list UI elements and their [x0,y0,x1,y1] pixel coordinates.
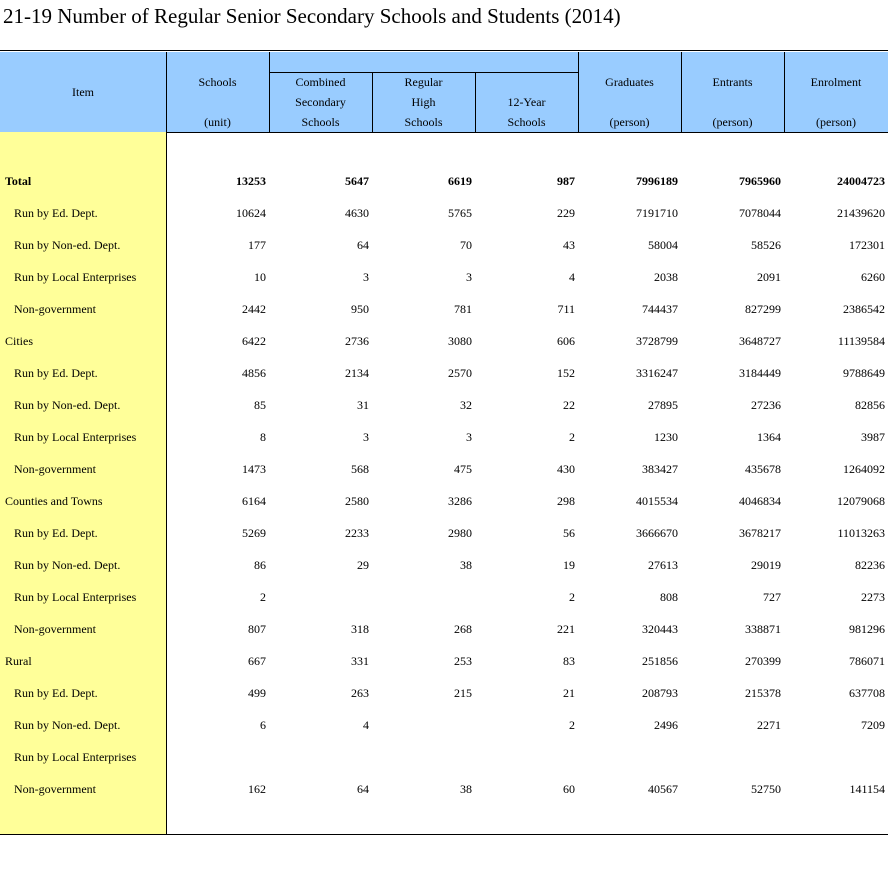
header-schools-unit: (unit) [204,115,231,129]
cell-regular: 3080 [448,334,472,348]
table-row [0,389,888,421]
row-label: Run by Local Enterprises [14,270,137,284]
table-row [0,485,888,517]
cell-twelve-year: 2 [569,590,575,604]
table-row [0,613,888,645]
table-row [0,581,888,613]
cell-schools: 177 [248,238,266,252]
cell-graduates: 3666670 [636,526,678,540]
cell-twelve-year: 2 [569,718,575,732]
cell-combined: 263 [351,686,369,700]
cell-graduates: 40567 [648,782,678,796]
bottom-rule [0,834,888,835]
row-label: Run by Local Enterprises [14,590,137,604]
cell-regular: 38 [460,782,472,796]
cell-combined: 31 [357,398,369,412]
cell-schools: 667 [248,654,266,668]
cell-graduates: 2038 [654,270,678,284]
row-label: Total [5,174,32,188]
cell-twelve-year: 221 [557,622,575,636]
header-divider [784,52,785,132]
cell-combined: 4630 [345,206,369,220]
header-divider [681,52,682,132]
row-label: Run by Ed. Dept. [14,686,98,700]
row-label: Run by Non-ed. Dept. [14,238,121,252]
cell-graduates: 383427 [642,462,678,476]
cell-enrolment: 1264092 [843,462,885,476]
cell-combined: 568 [351,462,369,476]
header-item: Item [72,85,94,99]
cell-schools: 2442 [242,302,266,316]
cell-graduates: 27613 [648,558,678,572]
cell-graduates: 320443 [642,622,678,636]
cell-graduates: 4015534 [636,494,678,508]
cell-regular: 475 [454,462,472,476]
cell-graduates: 251856 [642,654,678,668]
cell-combined: 2134 [345,366,369,380]
header-entrants: Entrants [712,75,753,89]
cell-combined: 331 [351,654,369,668]
row-label: Run by Ed. Dept. [14,366,98,380]
header-regular-1: Regular [404,75,443,89]
cell-regular: 781 [454,302,472,316]
cell-twelve-year: 22 [563,398,575,412]
cell-twelve-year: 60 [563,782,575,796]
cell-enrolment: 3987 [861,430,885,444]
cell-schools: 6164 [242,494,266,508]
cell-schools: 85 [254,398,266,412]
cell-enrolment: 2273 [861,590,885,604]
cell-entrants: 2091 [757,270,781,284]
cell-enrolment: 2386542 [843,302,885,316]
row-label: Non-government [14,462,96,476]
cell-enrolment: 82236 [855,558,885,572]
cell-enrolment: 637708 [849,686,885,700]
table-row [0,421,888,453]
header-divider [578,52,579,132]
cell-entrants: 827299 [745,302,781,316]
header-combined-3: Schools [301,115,340,129]
cell-graduates: 744437 [642,302,678,316]
row-label: Non-government [14,622,96,636]
cell-twelve-year: 2 [569,430,575,444]
cell-enrolment: 172301 [849,238,885,252]
table-row [0,517,888,549]
cell-regular: 32 [460,398,472,412]
table-row [0,741,888,773]
cell-twelve-year: 229 [557,206,575,220]
cell-entrants: 29019 [751,558,781,572]
header-divider [166,52,167,132]
cell-entrants: 338871 [745,622,781,636]
cell-enrolment: 11013263 [837,526,885,540]
cell-regular: 6619 [448,174,472,188]
cell-enrolment: 11139584 [837,334,885,348]
page-title: 21-19 Number of Regular Senior Secondary Schools and Students (2014) [3,4,621,28]
cell-combined: 950 [351,302,369,316]
cell-entrants: 270399 [745,654,781,668]
header-graduates-unit: (person) [609,115,650,129]
cell-combined: 64 [357,782,369,796]
cell-entrants: 7078044 [739,206,781,220]
cell-entrants: 52750 [751,782,781,796]
header-regular-3: Schools [404,115,443,129]
cell-graduates: 1230 [654,430,678,444]
cell-schools: 2 [260,590,266,604]
cell-schools: 10 [254,270,266,284]
cell-entrants: 1364 [757,430,781,444]
cell-entrants: 435678 [745,462,781,476]
cell-graduates: 7191710 [636,206,678,220]
header-divider [475,72,476,132]
cell-twelve-year: 298 [557,494,575,508]
header-combined-2: Secondary [295,95,346,109]
cell-graduates: 3316247 [636,366,678,380]
cell-regular: 268 [454,622,472,636]
table-row [0,261,888,293]
row-label: Run by Local Enterprises [14,750,137,764]
cell-entrants: 3678217 [739,526,781,540]
header-schools: Schools [198,75,237,89]
row-label: Non-government [14,302,96,316]
table-row [0,549,888,581]
cell-entrants: 2271 [757,718,781,732]
cell-graduates: 208793 [642,686,678,700]
cell-combined: 2736 [345,334,369,348]
cell-twelve-year: 21 [563,686,575,700]
table-row [0,357,888,389]
header-divider [372,72,373,132]
header-twelve-2: Schools [507,115,546,129]
cell-entrants: 727 [763,590,781,604]
cell-graduates: 58004 [648,238,678,252]
table-row [0,453,888,485]
cell-enrolment: 21439620 [837,206,885,220]
cell-twelve-year: 430 [557,462,575,476]
cell-schools: 13253 [236,174,266,188]
cell-entrants: 58526 [751,238,781,252]
table-row [0,677,888,709]
cell-entrants: 7965960 [739,174,781,188]
row-label: Run by Non-ed. Dept. [14,718,121,732]
cell-combined: 2580 [345,494,369,508]
cell-twelve-year: 987 [557,174,575,188]
cell-twelve-year: 83 [563,654,575,668]
cell-regular: 3286 [448,494,472,508]
cell-regular: 3 [466,270,472,284]
cell-combined: 5647 [345,174,369,188]
cell-graduates: 27895 [648,398,678,412]
cell-enrolment: 141154 [849,782,885,796]
cell-combined: 3 [363,430,369,444]
cell-graduates: 808 [660,590,678,604]
row-label: Cities [5,334,34,348]
row-label: Counties and Towns [5,494,103,508]
cell-schools: 10624 [236,206,266,220]
cell-combined: 2233 [345,526,369,540]
cell-combined: 4 [363,718,369,732]
cell-schools: 1473 [242,462,266,476]
header-combined-1: Combined [295,75,346,89]
cell-regular: 38 [460,558,472,572]
cell-graduates: 7996189 [636,174,678,188]
cell-enrolment: 9788649 [843,366,885,380]
cell-entrants: 3184449 [739,366,781,380]
header-regular-2: High [411,95,436,109]
cell-enrolment: 24004723 [837,174,885,188]
cell-schools: 499 [248,686,266,700]
cell-twelve-year: 711 [557,302,575,316]
cell-regular: 215 [454,686,472,700]
cell-schools: 5269 [242,526,266,540]
header-enrolment: Enrolment [810,75,862,89]
header-entrants-unit: (person) [712,115,753,129]
header-enrolment-unit: (person) [816,115,856,129]
table-row [0,773,888,805]
cell-enrolment: 981296 [849,622,885,636]
cell-regular: 2980 [448,526,472,540]
table-header [0,52,888,132]
cell-regular: 3 [466,430,472,444]
table-row [0,709,888,741]
cell-regular: 253 [454,654,472,668]
header-divider [269,52,270,132]
cell-entrants: 215378 [745,686,781,700]
cell-entrants: 3648727 [739,334,781,348]
header-graduates: Graduates [605,75,654,89]
cell-graduates: 3728799 [636,334,678,348]
cell-enrolment: 12079068 [837,494,885,508]
cell-schools: 4856 [242,366,266,380]
table-row [0,229,888,261]
cell-enrolment: 6260 [861,270,885,284]
cell-enrolment: 7209 [861,718,885,732]
cell-schools: 807 [248,622,266,636]
row-label: Run by Ed. Dept. [14,526,98,540]
cell-combined: 29 [357,558,369,572]
cell-twelve-year: 4 [569,270,575,284]
row-label: Run by Ed. Dept. [14,206,98,220]
row-label: Run by Non-ed. Dept. [14,558,121,572]
cell-schools: 86 [254,558,266,572]
cell-combined: 318 [351,622,369,636]
cell-enrolment: 786071 [849,654,885,668]
table-row [0,325,888,357]
cell-regular: 70 [460,238,472,252]
row-label: Run by Local Enterprises [14,430,137,444]
header-twelve-1: 12-Year [507,95,546,109]
table-row [0,197,888,229]
cell-combined: 64 [357,238,369,252]
table-row [0,645,888,677]
cell-entrants: 27236 [751,398,781,412]
cell-twelve-year: 43 [563,238,575,252]
top-rule [0,50,888,51]
cell-schools: 6422 [242,334,266,348]
cell-twelve-year: 606 [557,334,575,348]
cell-regular: 2570 [448,366,472,380]
cell-graduates: 2496 [654,718,678,732]
cell-regular: 5765 [448,206,472,220]
table-row [0,165,888,197]
cell-schools: 6 [260,718,266,732]
cell-entrants: 4046834 [739,494,781,508]
cell-twelve-year: 19 [563,558,575,572]
header-subgroup-line [269,72,578,73]
table-row [0,293,888,325]
row-label: Rural [5,654,32,668]
cell-schools: 8 [260,430,266,444]
cell-schools: 162 [248,782,266,796]
cell-combined: 3 [363,270,369,284]
cell-twelve-year: 56 [563,526,575,540]
row-label: Run by Non-ed. Dept. [14,398,121,412]
cell-enrolment: 82856 [855,398,885,412]
cell-twelve-year: 152 [557,366,575,380]
row-label: Non-government [14,782,96,796]
